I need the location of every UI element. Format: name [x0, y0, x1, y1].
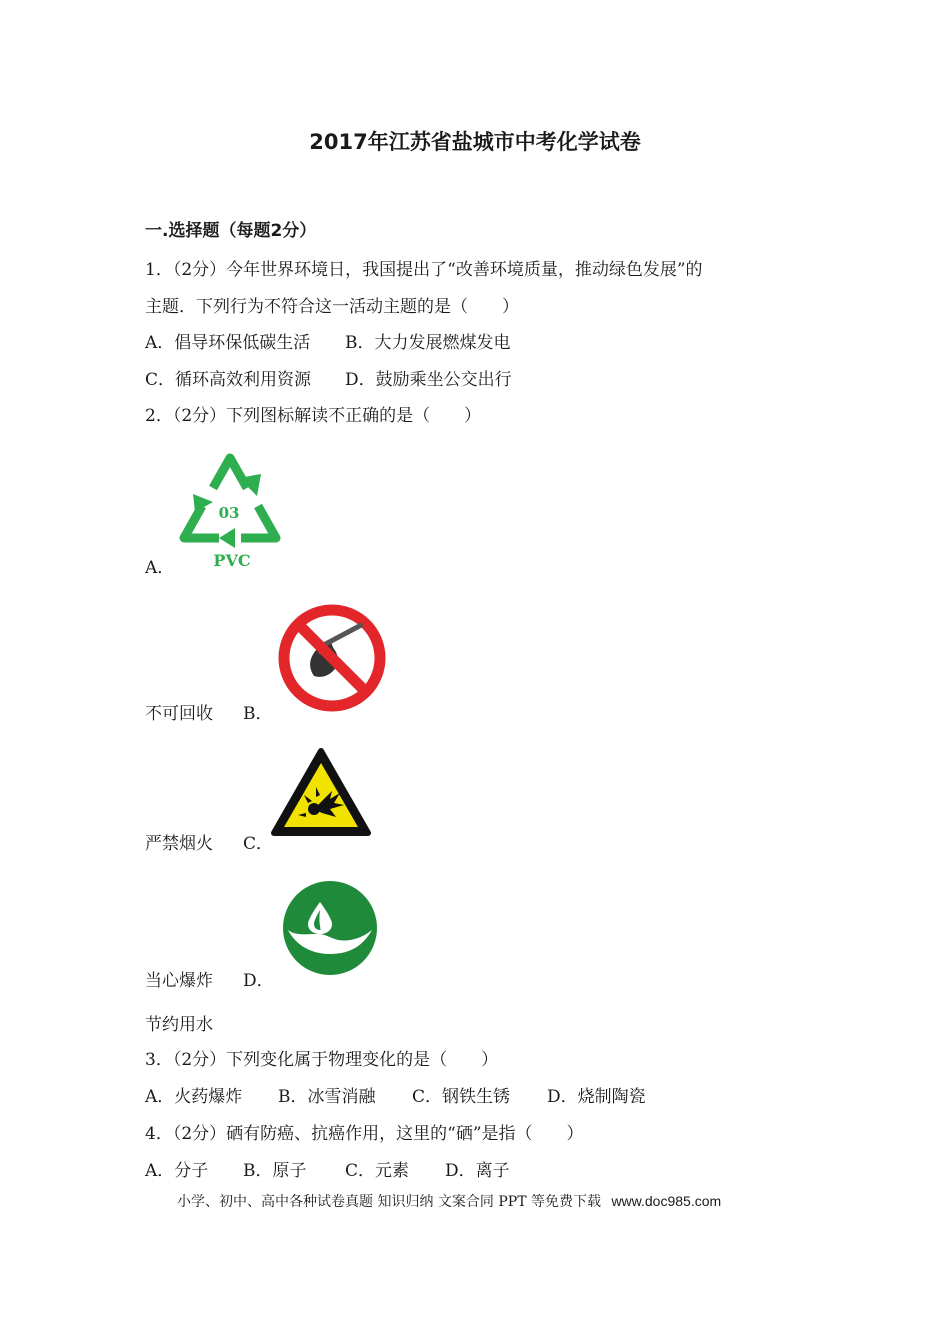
section-heading: 一.选择题（每题2分） [145, 221, 317, 241]
question-3-stem: 3．（2分）下列变化属于物理变化的是（ ） [145, 1050, 499, 1070]
question-4-option-b: B．原子 [243, 1161, 307, 1181]
question-4-option-d: D．离子 [445, 1161, 510, 1181]
question-4-option-c: C．元素 [345, 1161, 410, 1181]
question-4-option-a: A．分子 [145, 1161, 209, 1181]
question-2-option-c-text: 当心爆炸 [145, 971, 213, 991]
question-2-option-b-text: 严禁烟火 [145, 834, 213, 854]
question-1-option-c: C．循环高效利用资源 [145, 370, 312, 390]
recycle-number: 03 [218, 504, 240, 522]
explosion-warning-icon [270, 747, 372, 843]
question-2-option-d-label: D． [243, 971, 274, 991]
question-2-option-b-label: B． [243, 704, 273, 724]
question-3-option-d: D．烧制陶瓷 [547, 1087, 646, 1107]
recycle-icon [175, 450, 285, 579]
no-fire-icon [276, 602, 388, 718]
water-saving-icon [282, 880, 378, 980]
question-3-option-c: C．钢铁生锈 [412, 1087, 511, 1107]
question-1-line-1: 1．（2分）今年世界环境日，我国提出了“改善环境质量，推动绿色发展”的 [145, 260, 703, 280]
question-3-option-b: B．冰雪消融 [278, 1087, 376, 1107]
question-2-stem: 2．（2分）下列图标解读不正确的是（ ） [145, 406, 482, 426]
question-2-option-a-label: A． [145, 558, 175, 578]
footer-url[interactable]: www.doc985.com [611, 1193, 722, 1209]
footer-text: 小学、初中、高中各种试卷真题 知识归纳 文案合同 PPT 等免费下载 [177, 1194, 601, 1210]
question-1-option-b: B．大力发展燃煤发电 [345, 333, 511, 353]
question-2-option-c-label: C． [243, 834, 274, 854]
question-2-option-a-text: 不可回收 [145, 704, 213, 724]
recycle-pvc-label: PVC [213, 551, 251, 570]
question-4-stem: 4．（2分）硒有防癌、抗癌作用，这里的“硒”是指（ ） [145, 1124, 584, 1144]
question-1-option-a: A．倡导环保低碳生活 [145, 333, 311, 353]
question-3-option-a: A．火药爆炸 [145, 1087, 243, 1107]
page-title: 2017年江苏省盐城市中考化学试卷 [309, 130, 641, 154]
question-1-option-d: D．鼓励乘坐公交出行 [345, 370, 512, 390]
question-2-option-d-text: 节约用水 [145, 1015, 213, 1035]
question-1-line-2: 主题．下列行为不符合这一活动主题的是（ ） [145, 297, 519, 317]
footer [177, 1191, 721, 1211]
